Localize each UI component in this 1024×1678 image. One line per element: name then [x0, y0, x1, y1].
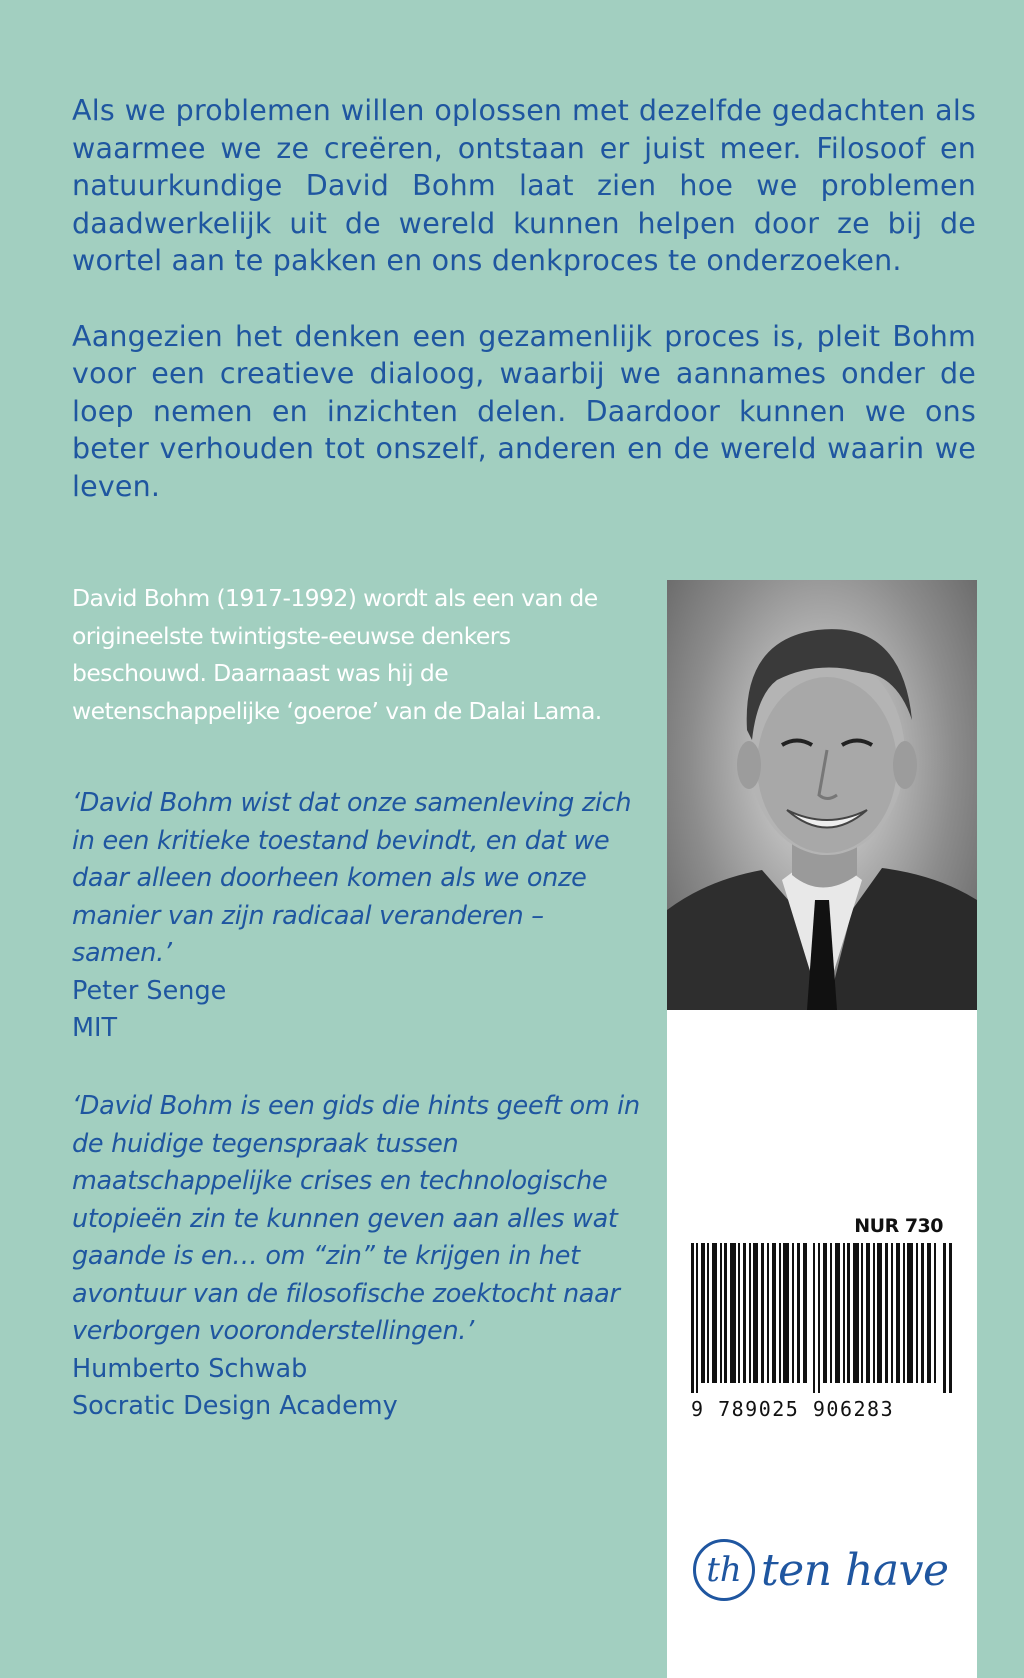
- back-cover-blurb: [72, 92, 976, 543]
- isbn-barcode: [691, 1243, 953, 1393]
- white-side-panel: [667, 580, 977, 1678]
- isbn-number: 9 789025 906283: [691, 1397, 895, 1421]
- publisher-logo: [693, 1530, 963, 1610]
- publisher-logo-mark: th: [693, 1539, 755, 1601]
- author-bio: David Bohm (1917-1992) wordt als een van de origineelste twintigste-eeuwse denkers beschouwd. Daarnaast was hij de wetenschappelijke ‘goeroe’ van de Dalai Lama.: [72, 584, 602, 725]
- portrait-illustration: [667, 580, 977, 1010]
- quote-author: Peter Senge: [72, 975, 227, 1006]
- endorsement-quote-2: [72, 1088, 642, 1426]
- quote-affiliation: Socratic Design Academy: [72, 1391, 398, 1421]
- quote-text: ‘David Bohm wist dat onze samenleving zich in een kritieke toestand bevindt, en dat we daar alleen doorheen komen als we onze manier van zijn radicaal veranderen – samen.’: [72, 788, 632, 968]
- quote-author: Humberto Schwab: [72, 1353, 308, 1384]
- quote-text: ‘David Bohm is een gids die hints geeft om in de huidige tegenspraak tussen maatschappelijke crises en technologische utopieën zin te kunnen geven aan alles wat gaande is en… om “zin” te krijgen in het avontuur van de filosofische zoektocht naar verborgen vooronderstellingen.’: [72, 1091, 640, 1346]
- blurb-paragraph-1: Als we problemen willen oplossen met dezelfde gedachten als waarmee we ze creëren, ontstaan er juist meer. Filosoof en natuurkundige David Bohm laat zien hoe we problemen daadwerkelijk uit de wereld kunnen helpen door ze bij de wortel aan te pakken en ons denkproces te onderzoeken.: [72, 94, 976, 277]
- quote-affiliation: MIT: [72, 1013, 118, 1043]
- endorsement-quote-1: [72, 785, 642, 1048]
- nur-code: NUR 730: [854, 1215, 943, 1237]
- author-portrait-photo: [667, 580, 977, 1010]
- publisher-name: ten have: [761, 1544, 949, 1596]
- blurb-paragraph-2: Aangezien het denken een gezamenlijk proces is, pleit Bohm voor een creatieve dialoog, waarbij we aannames onder de loep nemen en inzichten delen. Daardoor kunnen we ons beter verhouden tot onszelf, anderen en de wereld waarin we leven.: [72, 319, 976, 503]
